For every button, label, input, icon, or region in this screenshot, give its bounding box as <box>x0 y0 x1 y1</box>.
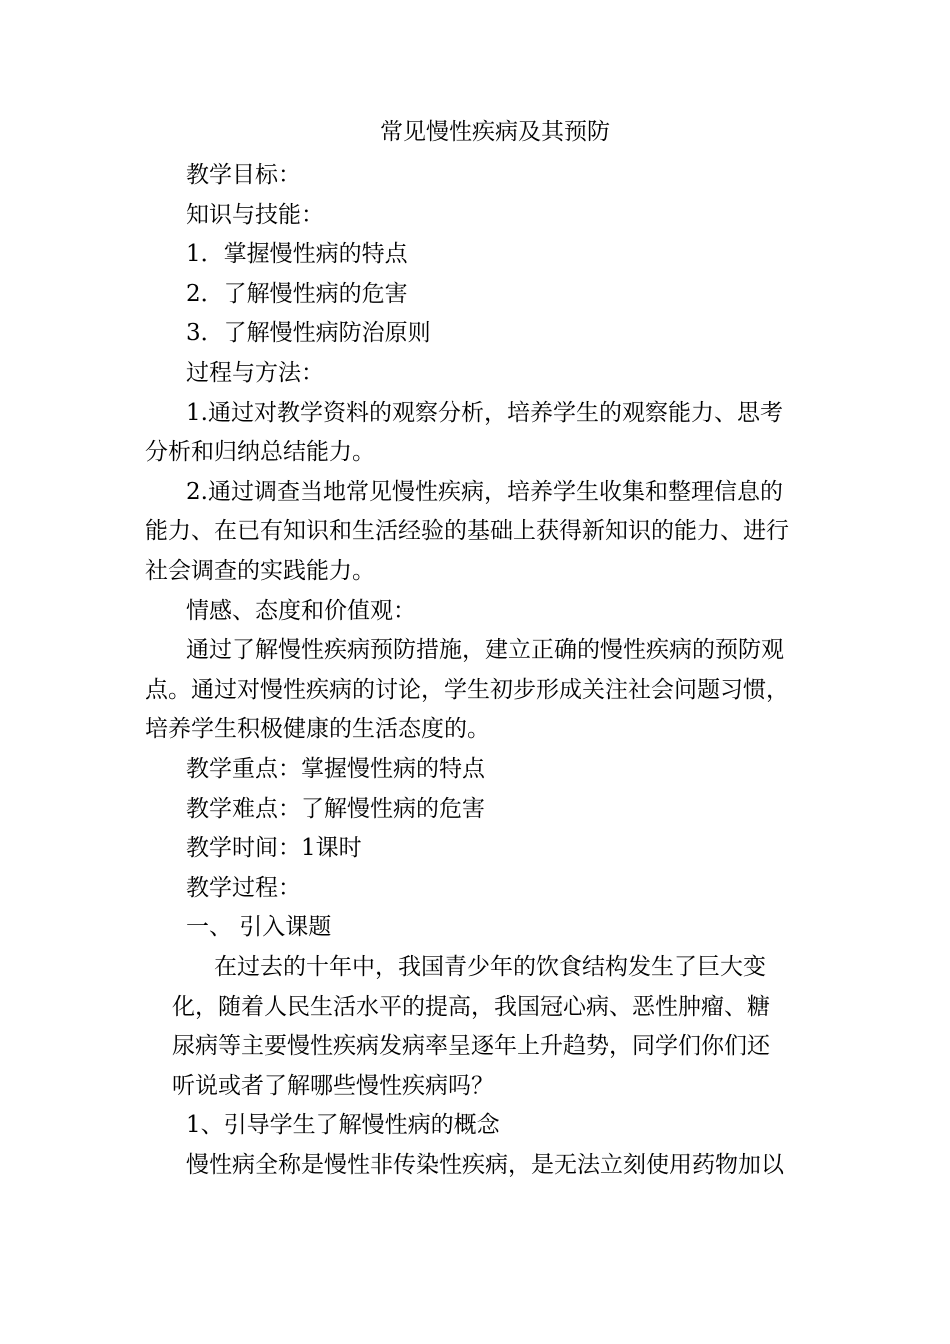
text-line: 尿病等主要慢性疾病发病率呈逐年上升趋势，同学们你们还 <box>172 1033 770 1059</box>
text-line: 培养学生积极健康的生活态度的。 <box>145 716 490 742</box>
text-line: 知识与技能： <box>186 202 324 228</box>
text-line: 1.通过对教学资料的观察分析，培养学生的观察能力、思考 <box>186 400 783 426</box>
subsection-heading: 1、引导学生了解慢性病的概念 <box>186 1112 500 1138</box>
text-line: 教学目标： <box>186 162 301 188</box>
text-line: 在过去的十年中，我国青少年的饮食结构发生了巨大变 <box>214 954 766 980</box>
text-line: 过程与方法： <box>186 360 324 386</box>
text-line: 教学过程： <box>186 875 301 901</box>
text-line: 教学重点：掌握慢性病的特点 <box>186 756 485 782</box>
text-line: 教学难点：了解慢性病的危害 <box>186 796 485 822</box>
document-title: 常见慢性疾病及其预防 <box>380 119 610 145</box>
text-line: 听说或者了解哪些慢性疾病吗？ <box>172 1073 494 1099</box>
text-line: 3．了解慢性病防治原则 <box>186 320 431 346</box>
text-line: 1．掌握慢性病的特点 <box>186 241 408 267</box>
text-line: 教学时间：1课时 <box>186 835 362 861</box>
text-line: 通过了解慢性疾病预防措施，建立正确的慢性疾病的预防观 <box>186 637 784 663</box>
text-line: 化，随着人民生活水平的提高，我国冠心病、恶性肿瘤、糖 <box>172 994 770 1020</box>
text-line: 情感、态度和价值观： <box>186 598 416 624</box>
text-line: 慢性病全称是慢性非传染性疾病，是无法立刻使用药物加以 <box>186 1152 784 1178</box>
text-line: 2.通过调查当地常见慢性疾病，培养学生收集和整理信息的 <box>186 479 783 505</box>
section-heading: 一、 引入课题 <box>186 914 332 940</box>
text-line: 社会调查的实践能力。 <box>145 558 375 584</box>
text-line: 分析和归纳总结能力。 <box>145 439 375 465</box>
text-line: 点。通过对慢性疾病的讨论，学生初步形成关注社会问题习惯， <box>145 677 789 703</box>
text-line: 能力、在已有知识和生活经验的基础上获得新知识的能力、进行 <box>145 518 789 544</box>
text-line: 2．了解慢性病的危害 <box>186 281 408 307</box>
